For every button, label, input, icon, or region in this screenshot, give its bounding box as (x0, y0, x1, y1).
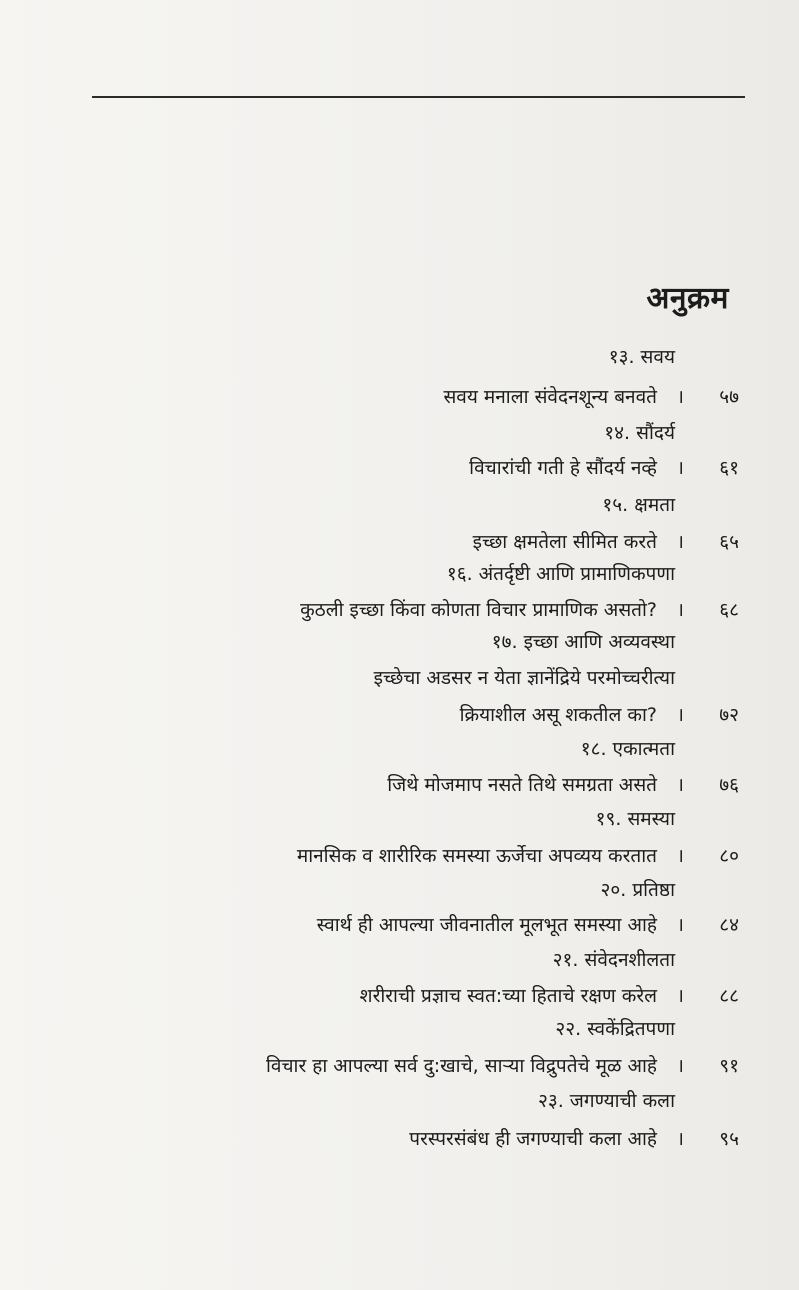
chapter-title: १७. इच्छा आणि अव्यवस्था (491, 631, 675, 653)
separator: । (676, 386, 684, 408)
chapter-title: १९. समस्या (595, 808, 675, 830)
separator: । (676, 704, 684, 726)
separator: । (676, 1128, 684, 1150)
separator: । (676, 914, 684, 936)
page-number: ८४ (719, 914, 739, 936)
toc-entry: क्रियाशील असू शकतील का? (459, 704, 657, 726)
chapter-title: २३. जगण्याची कला (537, 1090, 675, 1112)
page-number: ८० (719, 845, 739, 867)
toc-entry: सवय मनाला संवेदनशून्य बनवते (443, 386, 657, 408)
toc-entry: परस्परसंबंध ही जगण्याची कला आहे (409, 1128, 657, 1150)
page-number: ६१ (719, 457, 739, 479)
page-number: ७६ (719, 774, 739, 796)
chapter-title: २१. संवेदनशीलता (552, 949, 675, 971)
chapter-title: १५. क्षमता (602, 494, 675, 516)
separator: । (676, 774, 684, 796)
page-number: ६८ (719, 599, 739, 621)
separator: । (676, 1055, 684, 1077)
toc-entry: मानसिक व शारीरिक समस्या ऊर्जेचा अपव्यय करतात (296, 845, 657, 867)
chapter-title: १८. एकात्मता (580, 738, 675, 760)
separator: । (676, 531, 684, 553)
page-number: ७२ (719, 704, 739, 726)
chapter-title: १६. अंतर्दृष्टी आणि प्रामाणिकपणा (446, 563, 675, 585)
separator: । (676, 599, 684, 621)
chapter-title: १३. सवय (608, 346, 675, 368)
separator: । (676, 845, 684, 867)
page-number: ९१ (719, 1055, 739, 1077)
page-number: ९५ (719, 1128, 739, 1150)
toc-entry-line: इच्छेचा अडसर न येता ज्ञानेंद्रिये परमोच्चरीत्या (373, 667, 675, 689)
toc-entry: विचार हा आपल्या सर्व दु:खाचे, साऱ्या विद्रुपतेचे मूळ आहे (265, 1055, 657, 1077)
page-number: ६५ (719, 531, 739, 553)
page-number: ८८ (719, 985, 739, 1007)
toc-entry: विचारांची गती हे सौंदर्य नव्हे (469, 457, 657, 479)
toc-entry: कुठली इच्छा किंवा कोणता विचार प्रामाणिक असतो? (300, 599, 657, 621)
chapter-title: १४. सौंदर्य (604, 422, 675, 444)
separator: । (676, 985, 684, 1007)
toc-entry: स्वार्थ ही आपल्या जीवनातील मूलभूत समस्या आहे (316, 914, 657, 936)
separator: । (676, 457, 684, 479)
chapter-title: २०. प्रतिष्ठा (600, 879, 675, 901)
chapter-title: २२. स्वकेंद्रितपणा (555, 1018, 675, 1040)
toc-heading: अनुक्रम (646, 281, 729, 316)
page-number: ५७ (719, 386, 739, 408)
toc-entry: जिथे मोजमाप नसते तिथे समग्रता असते (387, 774, 657, 796)
toc-entry: इच्छा क्षमतेला सीमित करते (472, 531, 657, 553)
toc-entry: शरीराची प्रज्ञाच स्वत:च्या हिताचे रक्षण करेल (359, 985, 657, 1007)
